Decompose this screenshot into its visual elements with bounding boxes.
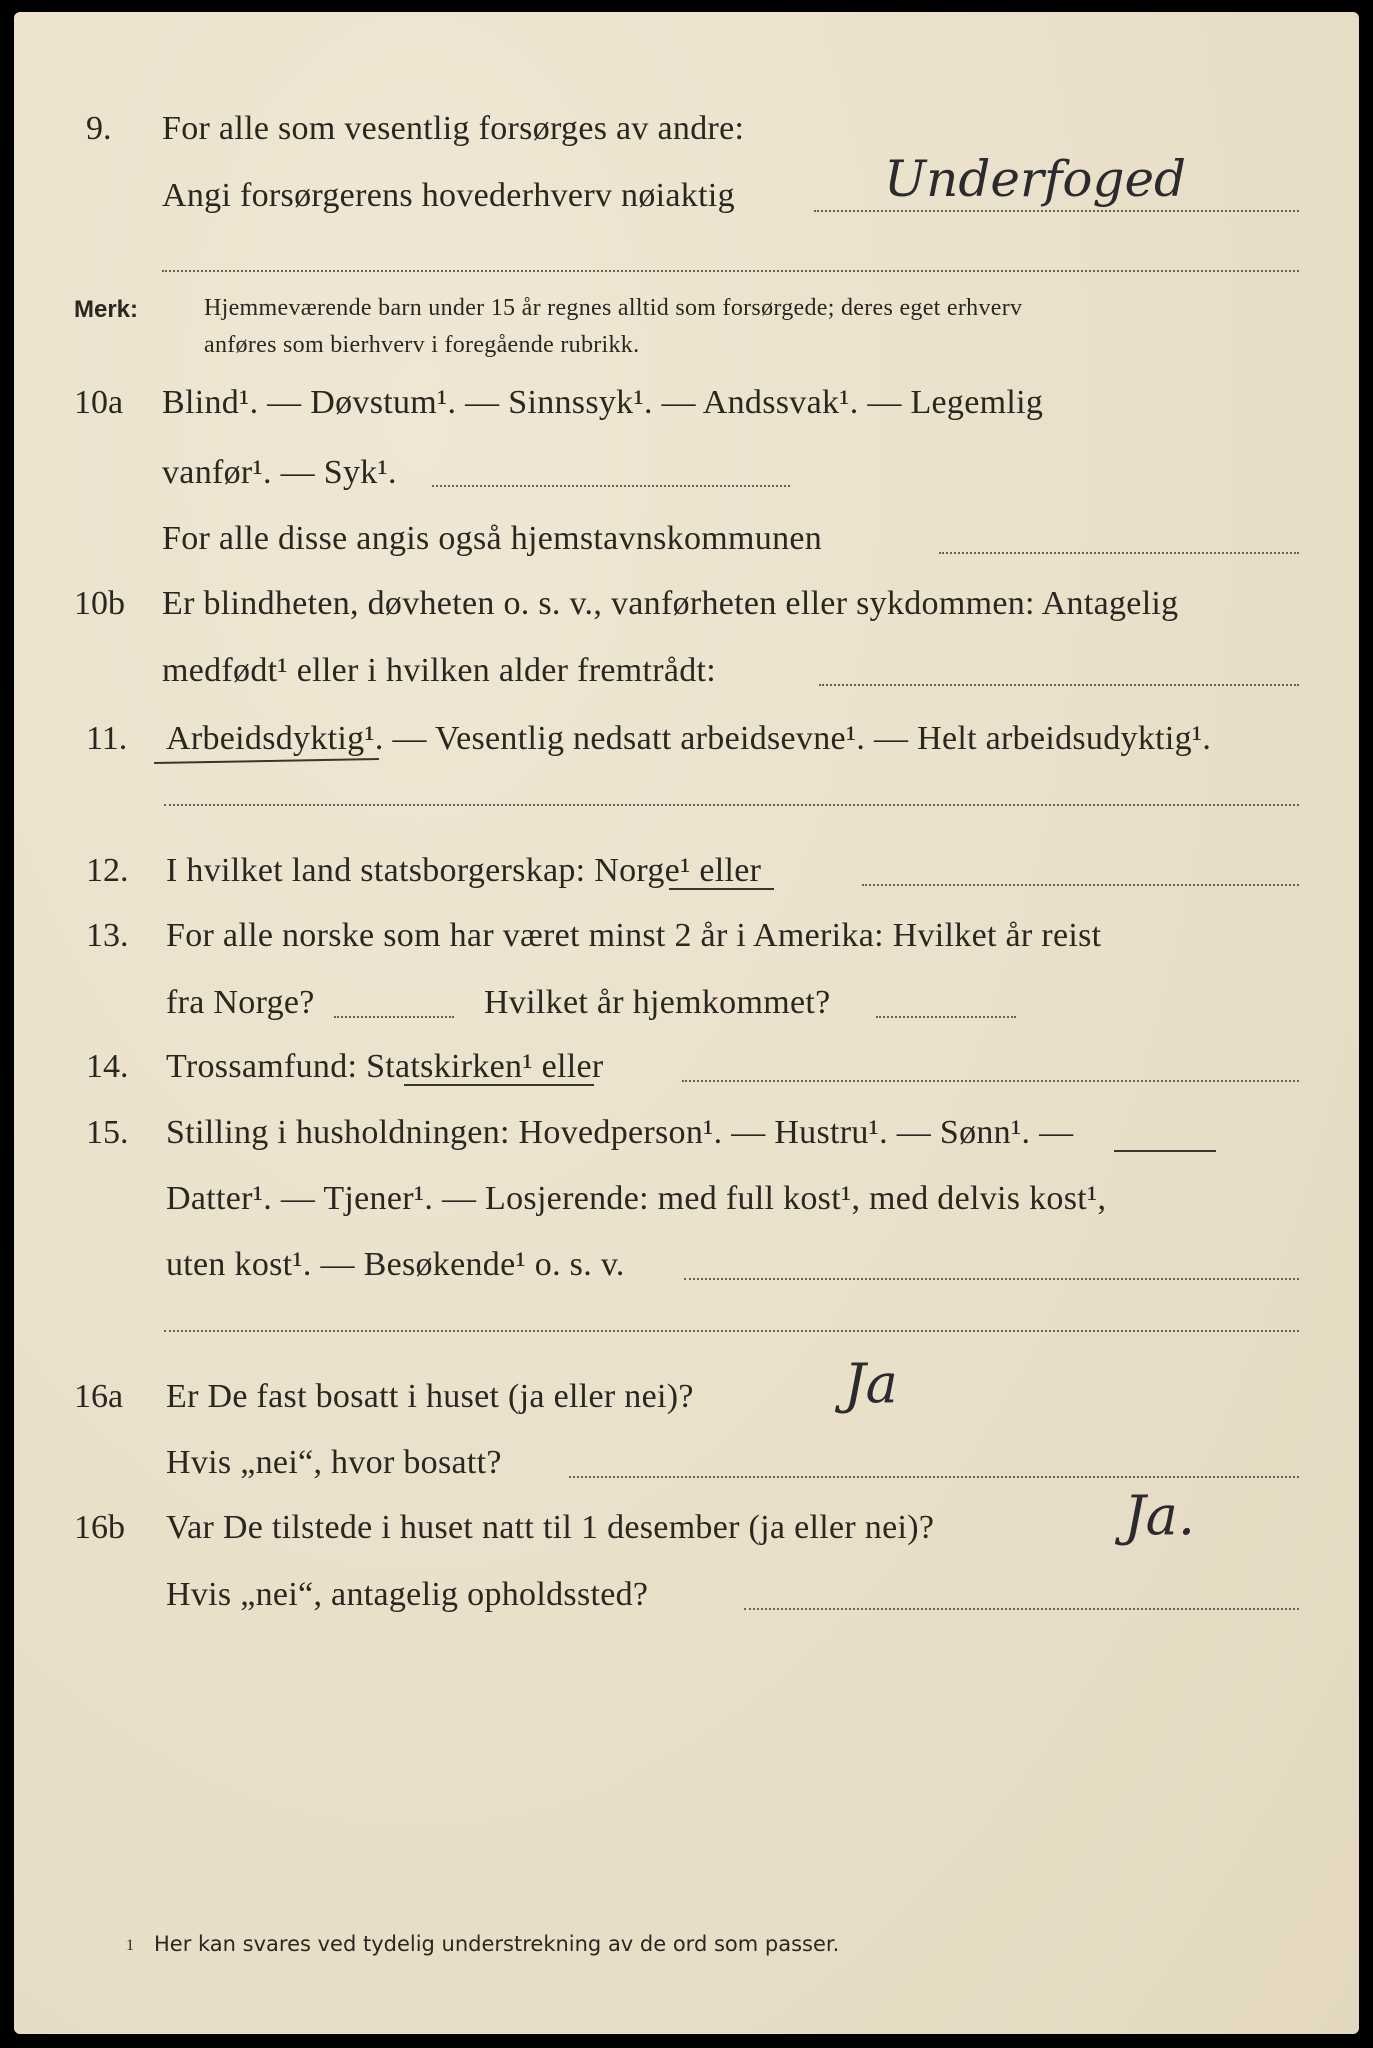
q13-dots-a: [334, 1016, 454, 1018]
q9-extra-line: [162, 270, 1299, 272]
q16a-line1: Er De fast bosatt i huset (ja eller nei)?: [166, 1378, 694, 1415]
merk-line2: anføres som bierhverv i foregående rubrikk.: [204, 332, 640, 358]
q16b-handwritten-answer: Ja.: [1124, 1484, 1196, 1547]
q14-underline-statskirken: [404, 1084, 594, 1086]
q15-underline-sonn: [1114, 1150, 1216, 1152]
census-form-page: [14, 12, 1359, 2034]
q12-number: 12.: [86, 852, 129, 889]
q9-answer-line: [814, 210, 1299, 212]
merk-line1: Hjemmeværende barn under 15 år regnes alltid som forsørgede; deres eget erhverv: [204, 295, 1023, 321]
q10a-line2: vanfør¹. — Syk¹.: [162, 454, 397, 491]
q14-dots: [682, 1080, 1299, 1082]
q9-number: 9.: [86, 110, 112, 147]
q15-line2: Datter¹. — Tjener¹. — Losjerende: med full kost¹, med delvis kost¹,: [166, 1180, 1107, 1217]
q10a-number: 10a: [74, 384, 124, 421]
q11-line1: Arbeidsdyktig¹. — Vesentlig nedsatt arbeidsevne¹. — Helt arbeidsudyktig¹.: [166, 720, 1212, 757]
q10a-line2-dots: [432, 485, 790, 487]
q13-line1: For alle norske som har været minst 2 år i Amerika: Hvilket år reist: [166, 917, 1102, 954]
q16b-line2: Hvis „nei“, antagelig opholdssted?: [166, 1576, 649, 1613]
q16b-line1: Var De tilstede i huset natt til 1 desember (ja eller nei)?: [166, 1509, 935, 1546]
q12-underline-norge: [669, 888, 774, 890]
q12-dots: [862, 884, 1299, 886]
q15-line3: uten kost¹. — Besøkende¹ o. s. v.: [166, 1246, 625, 1283]
q13-number: 13.: [86, 917, 129, 954]
q16b-number: 16b: [74, 1509, 125, 1546]
footnote-text: Her kan svares ved tydelig understrekning av de ord som passer.: [154, 1932, 840, 1956]
q16a-line2: Hvis „nei“, hvor bosatt?: [166, 1444, 502, 1481]
q10a-line1: Blind¹. — Døvstum¹. — Sinnssyk¹. — Andssvak¹. — Legemlig: [162, 384, 1044, 421]
q15-extra-line: [164, 1330, 1299, 1332]
q10a-line3: For alle disse angis også hjemstavnskommunen: [162, 520, 823, 557]
footnote-number: 1: [126, 1937, 134, 1954]
q9-handwritten-answer: Underfoged: [884, 150, 1187, 208]
q16a-handwritten-answer: Ja: [844, 1352, 898, 1415]
q13-line2a: fra Norge?: [166, 984, 315, 1021]
q15-dots: [684, 1278, 1299, 1280]
q10a-line3-dots: [939, 552, 1299, 554]
q16b-dots: [744, 1608, 1299, 1610]
merk-label: Merk:: [74, 296, 139, 323]
q9-line2: Angi forsørgerens hovederhverv nøiaktig: [162, 177, 735, 214]
q11-number: 11.: [86, 720, 128, 757]
q16a-number: 16a: [74, 1378, 124, 1415]
q10b-line2: medfødt¹ eller i hvilken alder fremtrådt:: [162, 652, 717, 689]
q13-dots-b: [876, 1016, 1016, 1018]
q15-number: 15.: [86, 1114, 129, 1151]
q10b-line1: Er blindheten, døvheten o. s. v., vanførheten eller sykdommen: Antagelig: [162, 585, 1179, 622]
q10b-line2-dots: [819, 684, 1299, 686]
q11-extra-line: [164, 804, 1299, 806]
q13-line2b: Hvilket år hjemkommet?: [484, 984, 831, 1021]
q12-line1: I hvilket land statsborgerskap: Norge¹ eller: [166, 852, 762, 889]
q15-line1: Stilling i husholdningen: Hovedperson¹. — Hustru¹. — Sønn¹. —: [166, 1114, 1074, 1151]
q9-line1: For alle som vesentlig forsørges av andre:: [162, 110, 745, 147]
q10b-number: 10b: [74, 585, 125, 622]
q16a-dots: [569, 1476, 1299, 1478]
q14-number: 14.: [86, 1048, 129, 1085]
q11-underline-arbeidsdyktig: [154, 758, 379, 764]
q14-line1: Trossamfund: Statskirken¹ eller: [166, 1048, 604, 1085]
